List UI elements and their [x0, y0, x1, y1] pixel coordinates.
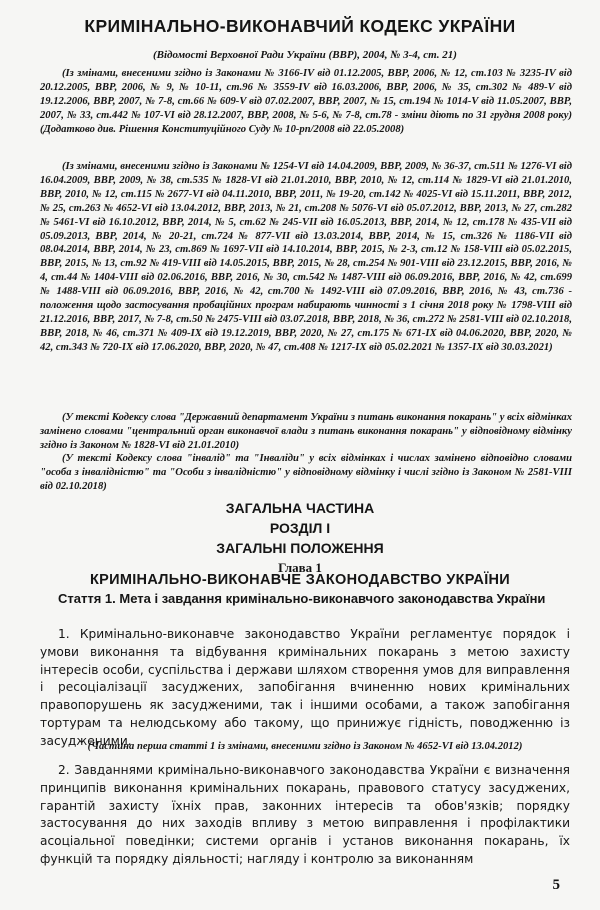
article-title: Стаття 1. Мета і завдання кримінально-виконавчого законодавства України — [58, 591, 546, 606]
section-heading: РОЗДІЛ І — [269, 520, 331, 536]
article-paragraph-1: 1. Кримінально-виконавче законодавство України регламентує порядок і умови виконання та відбування кримінальних покарань з метою захисту інтересів особи, суспільства і держави шляхом створення умов для виправлення і ресоціалізації засуджених, запобігання вчиненню нових кримінальних правопорушень як засудженими, так і іншими особами, а також запобігання тортурам та нелюдському або такому, що принижує гідність, поводженню із засудженими. — [40, 627, 570, 748]
page-number: 5 — [552, 877, 560, 893]
chapter-heading: Глава 1 — [278, 560, 322, 575]
document-title: КРИМІНАЛЬНО-ВИКОНАВЧИЙ КОДЕКС УКРАЇНИ — [84, 16, 516, 36]
article-paragraph-2: 2. Завданнями кримінально-виконавчого законодавства України є визначення принципів виконання кримінальних покарань, правового статусу засуджених, гарантій захисту їхніх прав, законних інтересів та обов'язків; порядку застосування до них заходів впливу з метою виправлення і профілактики асоціальної поведінки; системи органів і установ виконання покарань, їх функцій та порядку діяльності; нагляду і контролю за виконанням — [40, 763, 570, 866]
part-heading: ЗАГАЛЬНА ЧАСТИНА — [225, 500, 375, 516]
amendments-list-1: (Із змінами, внесеними згідно із Законами № 3166-IV від 01.12.2005, ВВР, 2006, № 12, ст.103 № 3235-IV від 20.12.2005, ВВР, 2006, № 9, № 10-11, ст.96 № 3559-IV від 16.03.2006, ВВР, 2006, № 35, ст.302 № 489-V від 19.12.2006, ВВР, 2007, № 7-8, ст.66 № 609-V від 07.02.2007, ВВР, 2007, № 15, ст.194 № 1014-V від 11.05.2007, ВВР, 2007, № 33, ст.442 № 107-VI від 28.12.2007, ВВР, 2008, № 5-6, № 7-8, ст.78 - зміни діють по 31 грудня 2008 року)(Додатково див. Рішення Конституційного Суду № 10-рп/2008 від 22.05.2008) — [40, 68, 572, 135]
chapter-title: КРИМІНАЛЬНО-ВИКОНАВЧЕ ЗАКОНОДАВСТВО УКРАЇНИ — [90, 572, 510, 588]
amendments-list-2: (Із змінами, внесеними згідно із Законами № 1254-VI від 14.04.2009, ВВР, 2009, № 36-37, ст.511 № 1276-VI від 16.04.2009, ВВР, 2009, № 38, ст.535 № 1828-VI від 21.01.2010, ВВР, 2010, № 12, ст.114 № 1829-VI від 21.01.2010, ВВР, 2010, № 12, ст.115 № 2677-VI від 04.11.2010, ВВР, 2011, № 19-20, ст.142 № 4025-VI від 15.11.2011, ВВР, 2012, № 25, ст.263 № 4652-VI від 13.04.2012, ВВР, 2013, № 21, ст.208 № 5076-VI від 05.07.2012, ВВР, 2013, № 27, ст.282 № 5461-VI від 16.10.2012, ВВР, 2014, № 5, ст.62 № 245-VII від 16.05.2013, ВВР, 2014, № 12, ст.178 № 435-VII від 05.09.2013, ВВР, 2014, № 20-21, ст.724 № 877-VII від 13.03.2014, ВВР, 2014, № 15, ст.326 № 1186-VII від 08.04.2014, ВВР, 2014, № 23, ст.869 № 1697-VII від 14.10.2014, ВВР, 2015, № 2-3, ст.12 № 158-VIII від 05.02.2015, ВВР, 2015, № 13, ст.92 № 419-VIII від 14.05.2015, ВВР, 2015, № 28, ст.254 № 901-VIII від 23.12.2015, ВВР, 2016, № 4, ст.44 № 1404-VIII від 02.06.2016, ВВР, 2016, № 30, ст.542 № 1487-VIII від 06.09.2016, ВВР, 2016, № 42, ст.699 № 1488-VIII від 06.09.2016, ВВР, 2016, № 42, ст.700 № 1492-VIII від 07.09.2016, ВВР, 2016, № 43, ст.736 - положення щодо застосування пробаційних програм набирають чинності з 1 січня 2018 року № 1798-VIII від 21.12.2016, ВВР, 2017, № 7-8, ст.50 № 2475-VIII від 03.07.2018, ВВР, 2018, № 36, ст.272 № 2581-VIII від 02.10.2018, ВВР, 2018, № 46, ст.371 № 409-IX від 19.12.2019, ВВР, 2020, № 27, ст.175 № 671-IX від 04.06.2020, ВВР, 2020, № 42, ст.343 № 720-IX від 17.06.2020, ВВР, 2020, № 47, ст.408 № 1217-IX від 05.02.2021 № 1357-IX від 30.03.2021) — [40, 161, 572, 353]
paragraph-1-amendment-note: (Частина перша статті 1 із змінами, внесеними згідно із Законом № 4652-VI від 13.04.2012) — [87, 741, 523, 752]
section-title: ЗАГАЛЬНІ ПОЛОЖЕННЯ — [216, 540, 384, 556]
editorial-note-2: (У тексті Кодексу слова "інвалід" та "Інваліди" у всіх відмінках і числах замінено відповідно словами "особа з інвалідністю" та "Особи з інвалідністю" у відповідному відмінку і числі згідно із Законом № 2581-VIII від 02.10.2018) — [40, 453, 572, 492]
editorial-note-1: (У тексті Кодексу слова "Державний департамент України з питань виконання покарань" у всіх відмінках замінено словами "центральний орган виконавчої влади з питань виконання покарань" у відповідному відмінку згідно із Законом № 1828-VI від 21.01.2010) — [40, 412, 572, 451]
publication-source: (Відомості Верховної Ради України (ВВР), 2004, № 3-4, ст. 21) — [153, 49, 457, 61]
